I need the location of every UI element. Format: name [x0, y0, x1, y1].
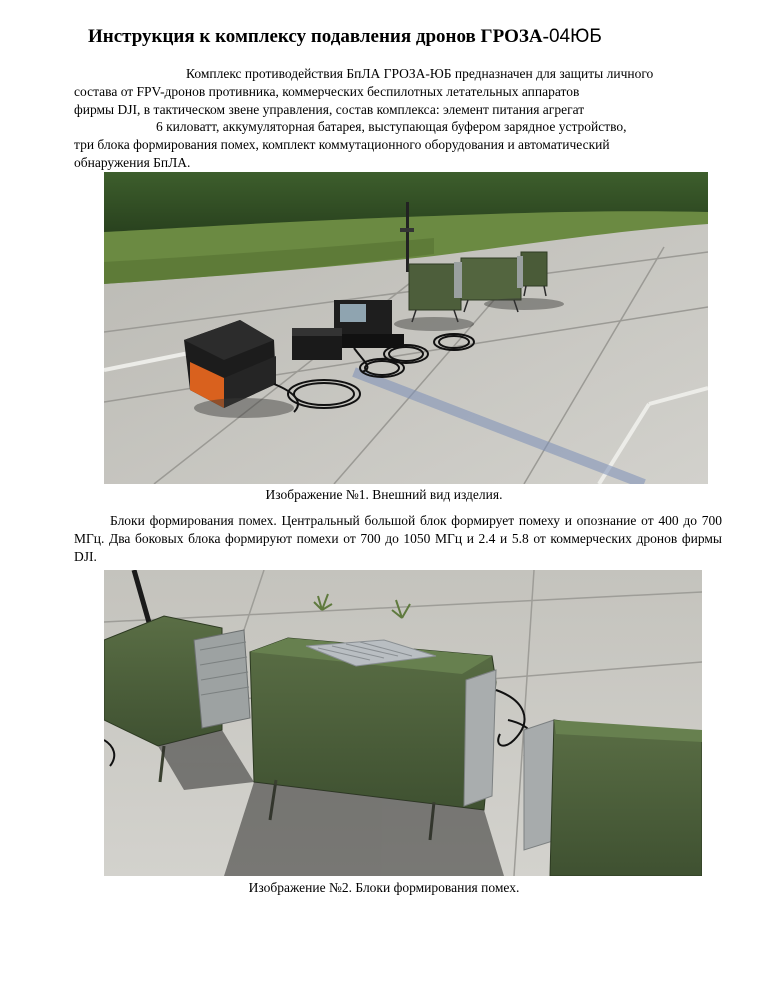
figure-2-photo — [104, 570, 702, 876]
page-title — [88, 26, 602, 48]
figure-1-caption: Изображение №1. Внешний вид изделия. — [265, 487, 503, 502]
title-main: Инструкция к комплексу подавления дронов ГРОЗА- — [88, 26, 549, 47]
figure-1-photo — [104, 172, 708, 484]
intro-paragraph — [74, 65, 722, 172]
intro-line: три блока формирования помех, комплект коммутационного оборудования и автоматический — [74, 137, 610, 153]
intro-line: Комплекс противодействия БпЛА ГРОЗА-ЮБ предназначен для защиты личного — [186, 66, 654, 81]
intro-line: фирмы DJI, в тактическом звене управления, состав комплекса: элемент питания агрегат — [74, 101, 585, 117]
jammer-blocks-paragraph: Блоки формирования помех. Центральный большой блок формирует помеху и опознание от 400 до 700 МГц. Два боковых блока формируют помехи от 700 до 1050 МГц и 2.4 и 5.8 от коммерческих дронов фирмы DJI. — [74, 513, 722, 564]
title-suffix: 04ЮБ — [548, 26, 602, 47]
intro-line: обнаружения БпЛА. — [74, 154, 191, 170]
intro-line: состава от FPV-дронов противника, коммерческих беспилотных летательных аппаратов — [74, 83, 580, 99]
figure-2-caption: Изображение №2. Блоки формирования помех. — [248, 880, 520, 895]
intro-line: 6 киловатт, аккумуляторная батарея, выступающая буфером зарядное устройство, — [156, 119, 627, 135]
